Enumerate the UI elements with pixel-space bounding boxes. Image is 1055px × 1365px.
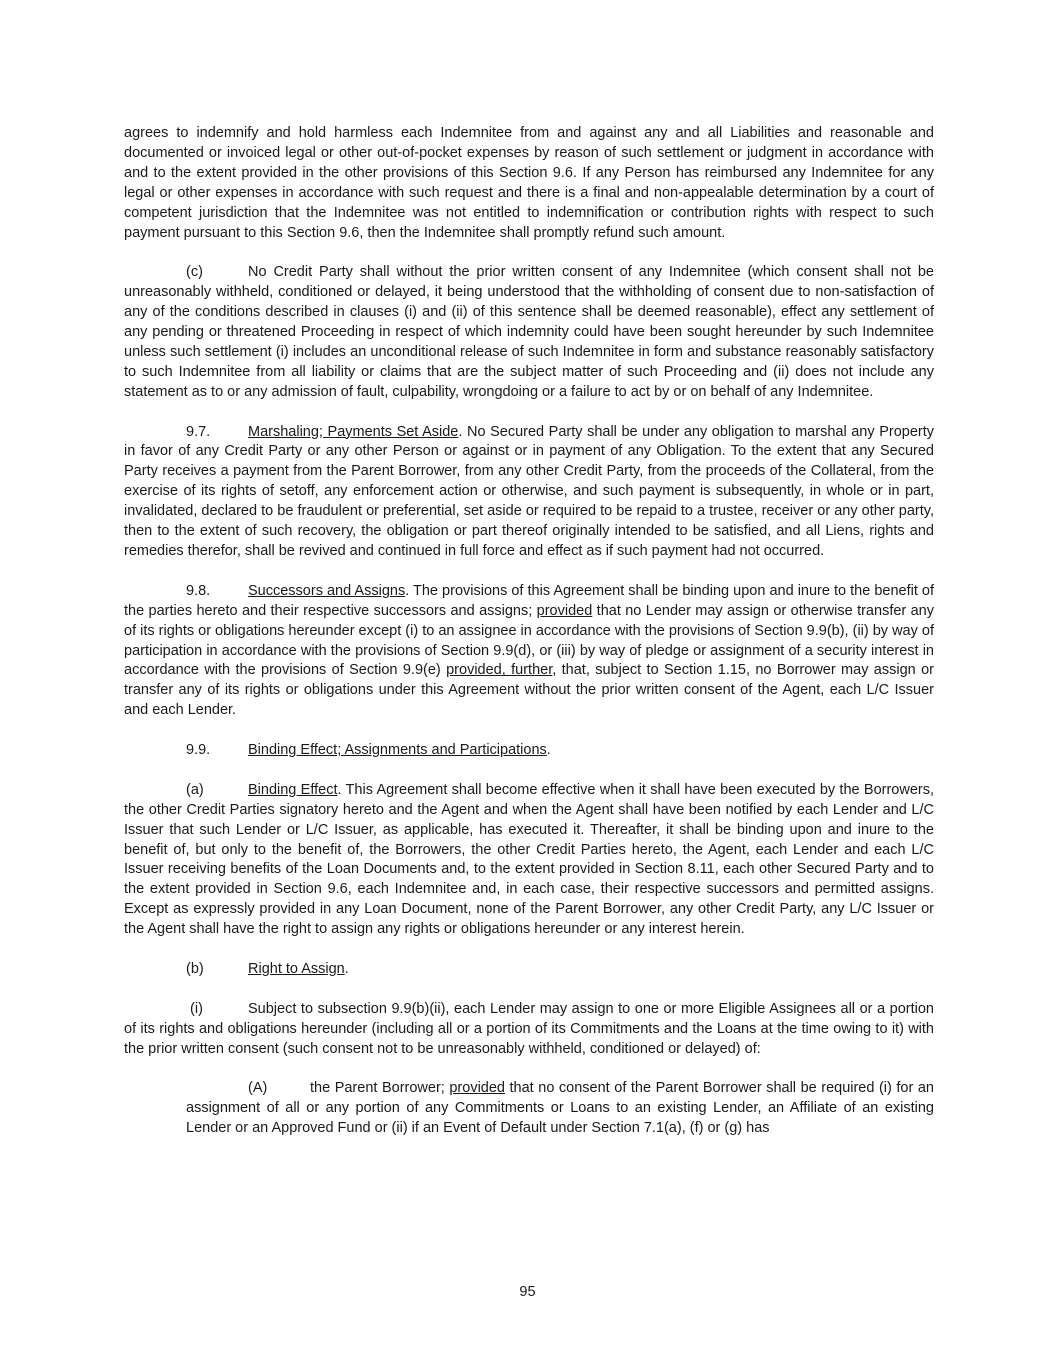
clause-A-text-2: that no consent of the Parent Borrower shall be required (i) for an assignment of all or any portion of any Commitments or Loans to an existing Lender, an Affiliate of an existing Lender or an Approved Fund or (ii) if an Event of Default under Section 7.1(a), (f) or (g) has xyxy=(186,1080,934,1137)
provided-term: provided xyxy=(536,602,593,619)
section-9-8 xyxy=(124,582,934,721)
section-9-8-text-2: that no Lender may assign or otherwise transfer any of its rights or obligations hereunder except (i) to an assignee in accordance with the provisions of Section 9.9(b), (ii) by way of participation in accordance with the provisions of Section 9.9(d), or (iii) by way of pledge or assignment of a security interest in accordance with the provisions of Section 9.9(e) xyxy=(124,602,934,679)
section-9-8-text-1: . The provisions of this Agreement shall be binding upon and inure to the benefit of the parties hereto and their respective successors and assigns; xyxy=(124,582,934,619)
section-number-9-8: 9.8. xyxy=(186,582,211,599)
clause-A-provided-term: provided xyxy=(449,1080,505,1097)
clause-i-text: Subject to subsection 9.9(b)(ii), each Lender may assign to one or more Eligible Assignees all or a portion of its rights and obligations hereunder (including all or a portion of its Commitments and the Loans at the time owing to it) with the prior written consent (such consent not to be unreasonably withheld, conditioned or delayed) of: xyxy=(124,1000,934,1057)
section-9-9-period: . xyxy=(546,742,551,759)
section-9-8-text-3: , that, subject to Section 1.15, no Borrower may assign or transfer any of its rights or obligations under this Agreement without the prior written consent of the Agent, each L/C Issuer and each Lender. xyxy=(124,662,934,719)
section-9-7 xyxy=(124,423,934,562)
clause-label-b: (b) xyxy=(186,960,204,977)
paragraph-a-binding-effect xyxy=(124,781,934,940)
clause-title-a: Binding Effect xyxy=(248,781,338,798)
paragraph-b-i xyxy=(124,1000,934,1060)
clause-c-text: No Credit Party shall without the prior written consent of any Indemnitee (which consent shall not be unreasonably withheld, conditioned or delayed, it being understood that the withholding of consent due to non-satisfaction of any of the conditions described in clauses (i) and (ii) of this sentence shall be deemed reasonable), effect any settlement of any pending or threatened Proceeding in respect of which indemnity could have been sought hereunder by such Indemnitee unless such settlement (i) includes an unconditional release of such Indemnitee in form and substance reasonably satisfactory to such Indemnitee from all liability or claims that are the subject matter of such Proceeding and (ii) does not include any statement as to or any admission of fault, culpability, wrongdoing or a failure to act by or on behalf of any Indemnitee. xyxy=(124,264,934,400)
paragraph-c xyxy=(124,263,934,402)
section-9-9-heading xyxy=(124,741,934,761)
section-number-9-9: 9.9. xyxy=(186,742,211,759)
section-title-9-7: Marshaling; Payments Set Aside xyxy=(248,423,459,440)
clause-label-c: (c) xyxy=(186,264,203,281)
section-title-9-8: Successors and Assigns xyxy=(248,582,406,599)
section-number-9-7: 9.7. xyxy=(186,423,211,440)
page-number: 95 xyxy=(519,1284,536,1300)
section-9-7-text: . No Secured Party shall be under any obligation to marshal any Property in favor of any Credit Party or any other Person or against or in payment of any Obligation. To the extent that any Secured Party receives a payment from the Parent Borrower, from any other Credit Party, from the proceeds of the Collateral, from the exercise of its rights of setoff, any enforcement action or otherwise, and such payment is subsequently, in whole or in part, invalidated, declared to be fraudulent or preferential, set aside or required to be repaid to a trustee, receiver or any other party, then to the extent of such recovery, the obligation or part thereof originally intended to be satisfied, and all Liens, rights and remedies therefor, shall be revived and continued in full force and effect as if such payment had not occurred. xyxy=(124,423,934,559)
clause-A-text-1: the Parent Borrower; xyxy=(310,1080,450,1097)
provided-further-term: provided, further xyxy=(446,662,553,679)
clause-label-i: (i) xyxy=(186,1000,203,1017)
paragraph-b-heading xyxy=(124,960,934,980)
clause-a-text: . This Agreement shall become effective when it shall have been executed by the Borrowers, the other Credit Parties signatory hereto and the Agent and when the Agent shall have been notified by each Lender and L/C Issuer that such Lender or L/C Issuer, as applicable, has executed it. Thereafter, it shall be binding upon and inure to the benefit of, but only to the benefit of, the Borrowers, the other Credit Parties hereto, the Agent, each Lender and each L/C Issuer receiving benefits of the Loan Documents and, to the extent provided in Section 8.11, each other Secured Party and to the extent provided in Section 9.6, each Indemnitee and, in each case, their respective successors and permitted assigns. Except as expressly provided in any Loan Document, none of the Parent Borrower, any other Credit Party, any L/C Issuer or the Agent shall have the right to assign any rights or obligations hereunder or any interest herein. xyxy=(124,781,934,938)
paragraph-b-i-A xyxy=(186,1079,934,1139)
section-title-9-9: Binding Effect; Assignments and Participations xyxy=(248,742,547,759)
clause-label-A: (A) xyxy=(248,1080,268,1097)
clause-b-period: . xyxy=(344,960,349,977)
clause-title-b: Right to Assign xyxy=(248,960,345,977)
paragraph-indemnify-continuation: agrees to indemnify and hold harmless each Indemnitee from and against any and all Liabilities and reasonable and documented or invoiced legal or other out-of-pocket expenses by reason of such settlement or judgment in accordance with and to the extent provided in the other provisions of this Section 9.6. If any Person has reimbursed any Indemnitee for any legal or other expenses in accordance with such request and there is a final and non-appealable determination by a court of competent jurisdiction that the Indemnitee was not entitled to indemnification or contribution rights with respect to such payment pursuant to this Section 9.6, then the Indemnitee shall promptly refund such amount. xyxy=(124,125,934,241)
document-page xyxy=(124,124,934,1159)
clause-label-a: (a) xyxy=(186,781,204,798)
